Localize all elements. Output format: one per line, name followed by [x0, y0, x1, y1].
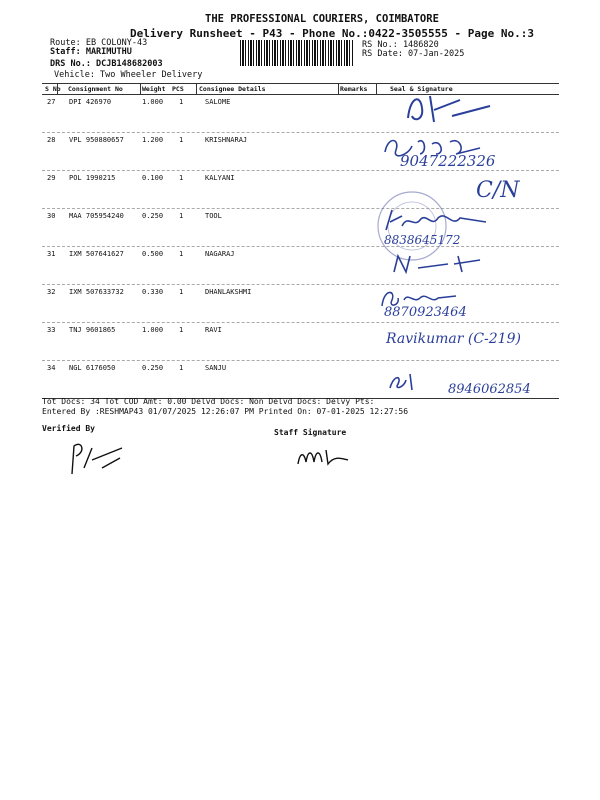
row-sno: 27 — [47, 98, 56, 106]
row-weight: 0.250 — [142, 212, 164, 220]
row-sno: 31 — [47, 250, 56, 258]
row-consignee: DHANLAKSHMI — [205, 288, 252, 296]
row-consignee: KALYANI — [205, 174, 235, 182]
row-pcs: 1 — [179, 98, 184, 106]
route: Route: EB COLONY-43 — [50, 38, 148, 48]
barcode — [240, 40, 354, 66]
row-consignee: RAVI — [205, 326, 222, 334]
col-weight: Weight — [142, 85, 166, 93]
col-pcs: PCS — [172, 85, 184, 93]
row-consignee: TOOL — [205, 212, 222, 220]
row-pcs: 1 — [179, 212, 184, 220]
row-weight: 0.250 — [142, 364, 164, 372]
rs-number: RS No.: 1486820 — [362, 40, 439, 50]
row-consignment: MAA 705954240 — [69, 212, 124, 220]
signature-row34 — [384, 370, 424, 394]
row-consignment: IXM 507633732 — [69, 288, 124, 296]
col-consignee: Consignee Details — [199, 85, 266, 93]
row-weight: 0.500 — [142, 250, 164, 258]
drs-number: DRS No.: DCJB148682003 — [50, 59, 163, 69]
row-consignee: KRISHNARAJ — [205, 136, 248, 144]
handwritten-phone-row32: 8870923464 — [384, 305, 467, 320]
row-weight: 1.000 — [142, 98, 164, 106]
row-consignee: NAGARAJ — [205, 250, 235, 258]
row-consignment: VPL 950880657 — [69, 136, 124, 144]
row-consignment: TNJ 9601865 — [69, 326, 116, 334]
row-pcs: 1 — [179, 288, 184, 296]
row-consignee: SALOME — [205, 98, 231, 106]
row-pcs: 1 — [179, 364, 184, 372]
row-pcs: 1 — [179, 326, 184, 334]
row-sno: 33 — [47, 326, 56, 334]
row-sno: 34 — [47, 364, 56, 372]
table-row — [42, 284, 559, 323]
handwritten-phone-row31: 8838645172 — [384, 233, 461, 247]
row-weight: 1.000 — [142, 326, 164, 334]
rs-date: RS Date: 07-Jan-2025 — [362, 49, 465, 59]
row-consignment: DPI 426970 — [69, 98, 112, 106]
signature-row27 — [400, 88, 520, 128]
handwritten-phone-row28: 9047222326 — [400, 152, 496, 170]
row-consignment: NGL 6176050 — [69, 364, 116, 372]
staff-signature — [294, 442, 364, 472]
row-pcs: 1 — [179, 250, 184, 258]
row-consignment: POL 1990215 — [69, 174, 116, 182]
company-name: THE PROFESSIONAL COURIERS, COIMBATORE — [205, 13, 439, 25]
signature-row30 — [380, 206, 500, 236]
staff: Staff: MARIMUTHU — [50, 47, 132, 57]
col-seal-signature: Seal & Signature — [390, 85, 453, 93]
signature-row31 — [388, 250, 498, 280]
col-remarks: Remarks — [340, 85, 368, 93]
vehicle: Vehicle: Two Wheeler Delivery — [54, 70, 203, 80]
staff-signature-label: Staff Signature — [274, 428, 347, 437]
handwritten-name-row33: Ravikumar (C-219) — [386, 331, 521, 347]
handwritten-cn-row29: C/N — [476, 178, 520, 203]
row-consignee: SANJU — [205, 364, 227, 372]
row-pcs: 1 — [179, 174, 184, 182]
verified-by-signature — [62, 438, 132, 478]
row-sno: 30 — [47, 212, 56, 220]
entered-by-line: Entered By :RESHMAP43 01/07/2025 12:26:07 PM Printed On: 07-01-2025 12:27:56 — [42, 407, 409, 416]
verified-by-label: Verified By — [42, 424, 95, 433]
row-weight: 0.330 — [142, 288, 164, 296]
row-pcs: 1 — [179, 136, 184, 144]
handwritten-phone-row34: 8946062854 — [448, 382, 531, 397]
runsheet-title: Delivery Runsheet - P43 - Phone No.:0422-3505555 - Page No.:3 — [130, 27, 534, 40]
row-sno: 29 — [47, 174, 56, 182]
row-weight: 1.200 — [142, 136, 164, 144]
row-sno: 32 — [47, 288, 56, 296]
totals-line: Tot Docs: 34 Tot COD Amt: 0.00 Delvd Docs: Non Delvd Docs: Delvy Pts: — [42, 397, 375, 406]
row-consignment: IXM 507641627 — [69, 250, 124, 258]
row-weight: 0.100 — [142, 174, 164, 182]
col-sno: S No — [45, 85, 61, 93]
row-sno: 28 — [47, 136, 56, 144]
col-consignment: Consignment No — [68, 85, 123, 93]
